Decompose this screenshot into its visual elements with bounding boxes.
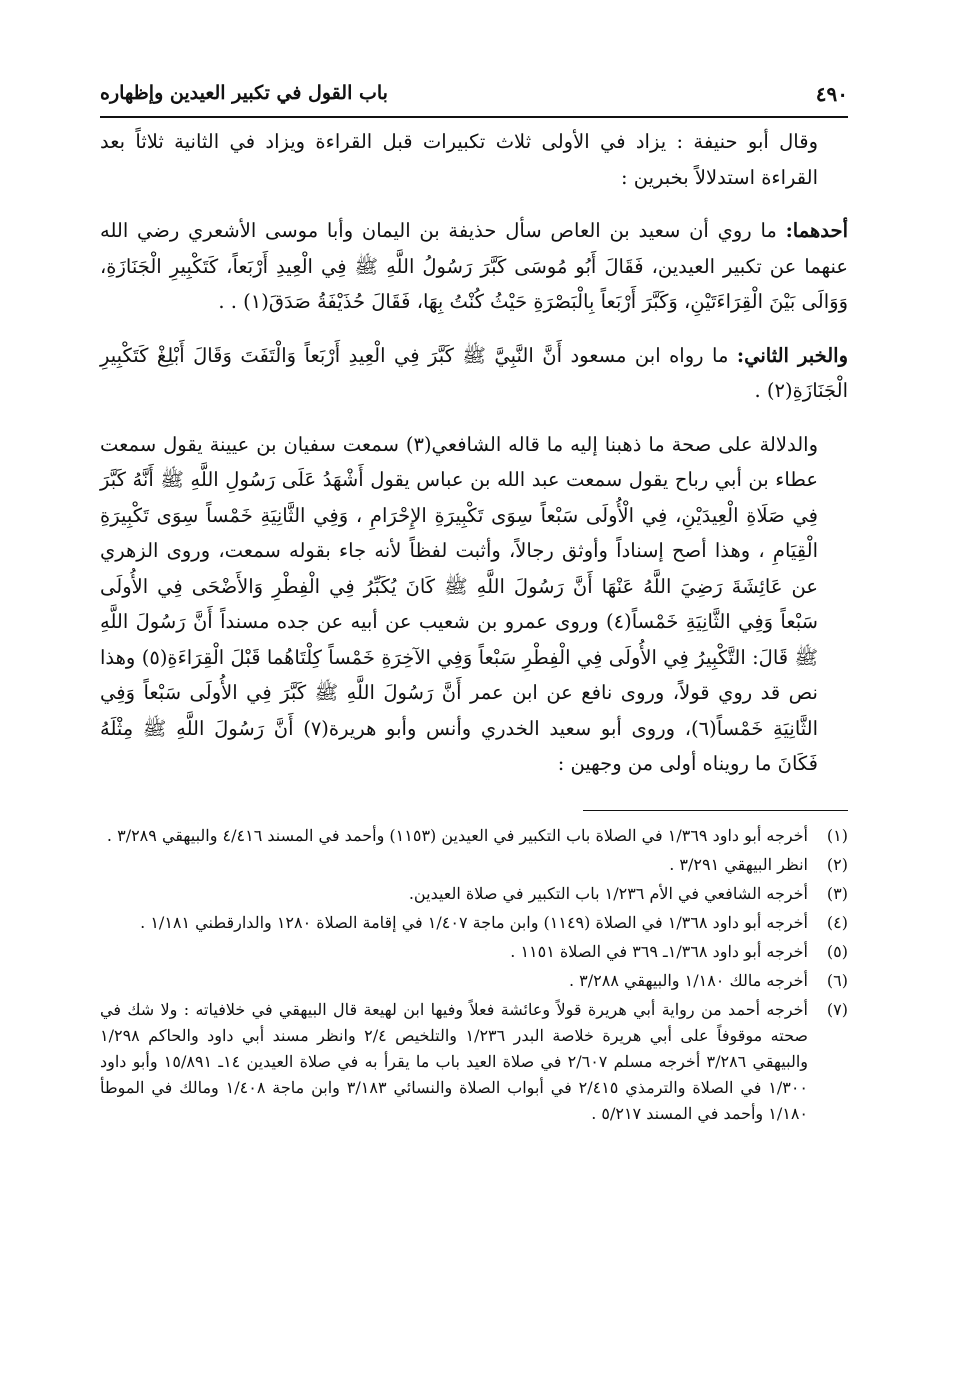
footnote bbox=[100, 939, 848, 965]
footnote-text: انظر البيهقي ٣/٢٩١ . bbox=[669, 854, 808, 874]
paragraph-lead: والخبر الثاني: bbox=[736, 343, 849, 367]
paragraph bbox=[100, 213, 848, 320]
paragraph-text: ما روي أن سعيد بن العاص سأل حذيفة بن اليمان وأبا موسى الأشعري رضي الله عنهما عن تكبير العيدين، فَقَالَ أَبُو مُوسَى كَبَّرَ رَسُولُ اللَّهِ ﷺ فِي الْعِيدِ أَرْبَعاً، كَتَكْبِيرِ الْجَنَازَةِ، وَوَالَى بَيْنَ الْقِرَاءَتَيْنِ، وَكَبَّرَ أَرْبَعاً بِالْبَصْرَةِ حَيْثُ كُنْتُ بِهَا، فَقَالَ حُذَيْفَةُ صَدَقَ(١) . . bbox=[100, 219, 848, 313]
page-header bbox=[100, 82, 848, 118]
page-number: ٤٩٠ bbox=[815, 82, 848, 106]
paragraph bbox=[100, 338, 848, 409]
footnote-number: (٣) bbox=[826, 883, 848, 903]
footnote-text: أخرجه مالك ١/١٨٠ والبيهقي ٣/٢٨٨ . bbox=[569, 970, 808, 990]
footnote-text: أخرجه أبو داود ١/٣٦٩ في الصلاة باب التكبير في العيدين (١١٥٣) وأحمد في المسند ٤/٤١٦ والبيهقي ٣/٢٨٩ . bbox=[106, 825, 808, 845]
footnote-text: أخرجه أبو داود ١/٣٦٨ في الصلاة (١١٤٩) وابن ماجة ١/٤٠٧ في إقامة الصلاة ١٢٨٠ والدارقطني ١/١٨١ . bbox=[140, 912, 808, 932]
paragraph-text: والدلالة على صحة ما ذهبنا إليه ما قاله الشافعي(٣) سمعت سفيان بن عيينة يقول سمعت عطاء بن أبي رباح يقول سمعت عبد الله بن عباس يقول أَشْهَدُ عَلَى رَسُولِ اللَّهِ ﷺ أَنَّهُ كَبَّرَ فِي صَلَاةِ الْعِيدَيْنِ، فِي الْأُولَى سَبْعاً سِوَى تَكْبِيرَةِ الإِحْرَامِ ، وَفِي الثَّانِيَةِ خَمْساً سِوَى تَكْبِيرَةِ الْقِيَامِ ، وهذا أصح إسناداً وأوثق رجالاً، وأثبت لفظاً لأنه جاء بقوله سمعت، وروى الزهري عن عَائِشَةَ رَضِيَ اللَّهُ عَنْهَا أَنَّ رَسُولَ اللَّهِ ﷺ كَانَ يُكَبِّرُ فِي الْفِطْرِ وَالأَضْحَى فِي الأُولَى سَبْعاً وَفِي الثَّانِيَةِ خَمْساً(٤) وروى عمرو بن شعيب عن أبيه عن جده مسنداً أَنَّ رَسُولَ اللَّهِ ﷺ قَالَ: التَّكْبِيرُ فِي الأُولَى فِي الْفِطْرِ سَبْعاً وَفِي الآخِرَةِ خَمْساً كِلْتَاهُما قَبْلَ الْقِرَاءَةِ(٥) وهذا نص قد روي قولاً، وروى نافع عن ابن عمر أَنَّ رَسُولَ اللَّهِ ﷺ كَبَّرَ فِي الأُولَى سَبْعاً وَفِي الثَّانِيَةِ خَمْساً(٦)، وروى أبو سعيد الخدري وأنس وأبو هريرة(٧) أَنَّ رَسُولَ اللَّهِ ﷺ مِثْلَهُ فَكَانَ ما رويناه أولى من وجهين : bbox=[100, 432, 819, 775]
paragraph-lead: أحدهما: bbox=[785, 219, 848, 242]
paragraph-text: ما رواه ابن مسعود أَنَّ النَّبِيَّ ﷺ كَبَّرَ فِي الْعِيدِ أَرْبَعاً وَالْتَفَتَ وَقَالَ أَبْلِغْ كَتَكْبِيرِ الْجَنَازَةِ(٢) . bbox=[100, 343, 848, 402]
footnote-text: أخرجه الشافعي في الأم ١/٢٣٦ باب التكبير في صلاة العيدين. bbox=[408, 883, 808, 903]
footnote-divider bbox=[583, 810, 848, 811]
footnote bbox=[100, 823, 848, 849]
footnote-number: (٢) bbox=[826, 854, 848, 874]
main-text bbox=[100, 124, 848, 782]
paragraph bbox=[100, 124, 848, 195]
footnote-text: أخرجه أحمد من رواية أبي هريرة قولاً وعائشة فعلاً وفيها ابن لهيعة قال البيهقي في خلافياته : ولا شك في صحته موقوفاً على أبي هريرة خلاصة البدر ١/٢٣٦ والتلخيص ٢/٤ وانظر مسند أبي داود والحاكم ١/٢٩٨ والبيهقي ٣/٢٨٦ أخرجه مسلم ٢/٦٠٧ في صلاة العيد باب ما يقرأ به في صلاة العيدين ١٤ـ ١٥/٨٩١ وأبو داود ١/٣٠٠ في الصلاة والترمذي ٢/٤١٥ في أبواب الصلاة والنسائي ٣/١٨٣ وابن ماجة ١/٤٠٨ ومالك في الموطأ ١/١٨٠ وأحمد في المسند ٥/٢١٧ . bbox=[100, 999, 809, 1123]
paragraph bbox=[100, 427, 848, 782]
footnote-number: (١) bbox=[826, 825, 848, 845]
footnote bbox=[100, 910, 848, 936]
footnote-number: (٥) bbox=[826, 941, 848, 961]
footnotes bbox=[100, 823, 848, 1127]
footnote bbox=[100, 997, 848, 1127]
footnote-text: أخرجه أبو داود ١/٣٦٨ـ ٣٦٩ في الصلاة ١١٥١ . bbox=[510, 941, 808, 961]
paragraph-text: وقال أبو حنيفة : يزاد في الأولى ثلاث تكبيرات قبل القراءة ويزاد في الثانية ثلاثاً بعد القراءة استدلالاً بخبرين : bbox=[100, 130, 818, 189]
footnote bbox=[100, 968, 848, 994]
book-page bbox=[100, 82, 848, 1130]
footnote bbox=[100, 881, 848, 907]
running-title: باب القول في تكبير العيدين وإظهاره bbox=[100, 82, 388, 104]
footnote bbox=[100, 852, 848, 878]
footnote-number: (٧) bbox=[826, 999, 848, 1019]
footnote-number: (٤) bbox=[826, 912, 848, 932]
footnote-number: (٦) bbox=[826, 970, 848, 990]
